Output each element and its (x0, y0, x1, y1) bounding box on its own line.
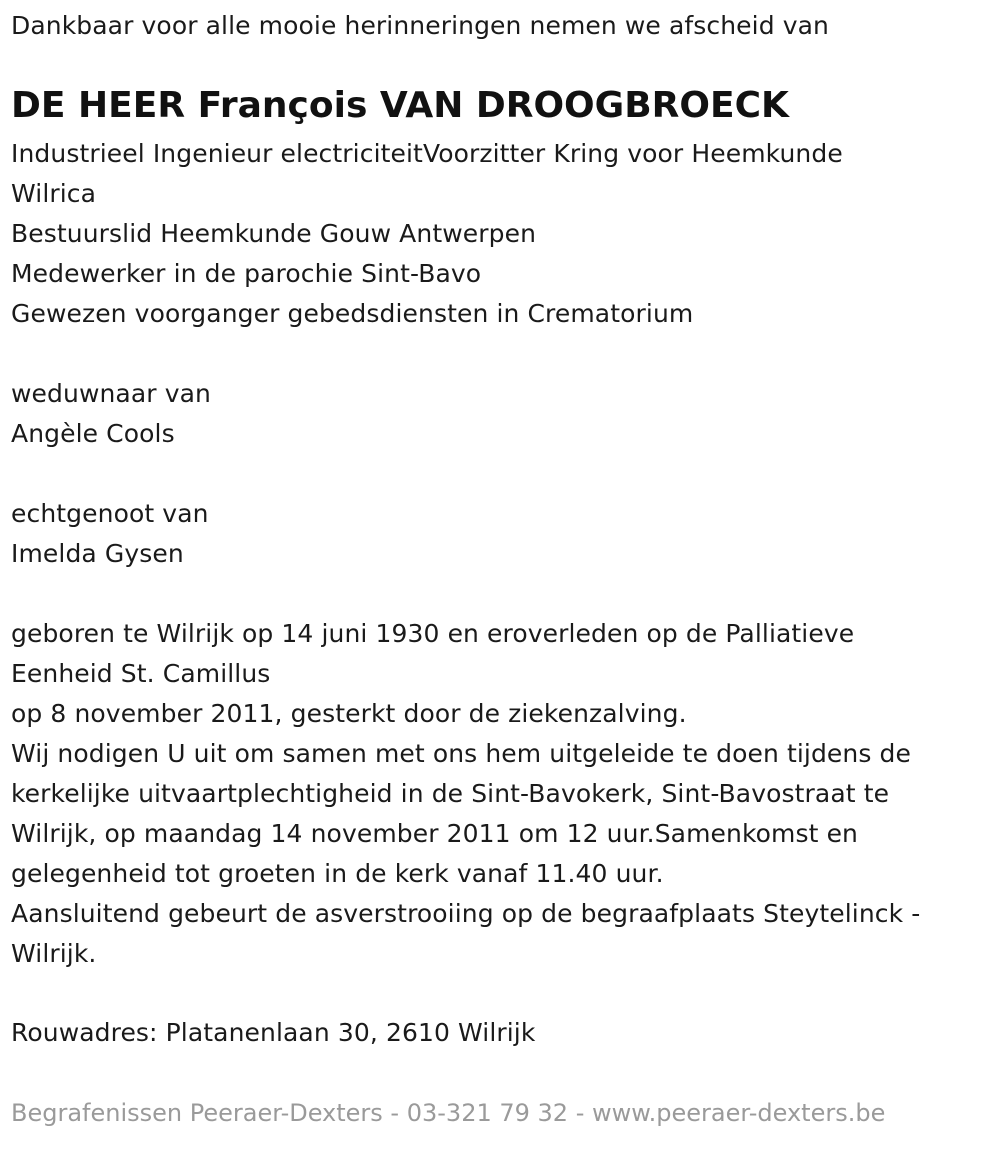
widower-section (11, 374, 211, 454)
intro-text: Dankbaar voor alle mooie herinneringen nemen we afscheid van (11, 11, 829, 40)
body-line: Wilrijk. (11, 939, 97, 968)
title-line: Medewerker in de parochie Sint-Bavo (11, 259, 482, 288)
body-line: gelegenheid tot groeten in de kerk vanaf 11.40 uur. (11, 859, 664, 888)
title-line: Wilrica (11, 179, 97, 208)
address-text: Rouwadres: Platanenlaan 30, 2610 Wilrijk (11, 1018, 536, 1047)
widower-label: weduwnaar van (11, 379, 211, 408)
body-line: Eenheid St. Camillus (11, 659, 271, 688)
spouse-label: echtgenoot van (11, 499, 209, 528)
title-line: Gewezen voorganger gebedsdiensten in Crematorium (11, 299, 694, 328)
title-line: Bestuurslid Heemkunde Gouw Antwerpen (11, 219, 537, 248)
body-line: kerkelijke uitvaartplechtigheid in de Sint-Bavokerk, Sint-Bavostraat te (11, 779, 890, 808)
body-line: Wilrijk, op maandag 14 november 2011 om 12 uur.Samenkomst en (11, 819, 859, 848)
body-line: Wij nodigen U uit om samen met ons hem uitgeleide te doen tijdens de (11, 739, 911, 768)
body-line: geboren te Wilrijk op 14 juni 1930 en eroverleden op de Palliatieve (11, 619, 855, 648)
body-line: op 8 november 2011, gesterkt door de ziekenzalving. (11, 699, 687, 728)
deceased-name: DE HEER François VAN DROOGBROECK (11, 85, 789, 126)
widower-name: Angèle Cools (11, 419, 175, 448)
mourning-address (11, 1013, 535, 1053)
ceremony-details (11, 614, 920, 974)
body-line: Aansluitend gebeurt de asverstrooiing op de begraafplaats Steytelinck - (11, 899, 921, 928)
spouse-section (11, 494, 209, 574)
titles-list (11, 134, 843, 334)
funeral-home-footer: Begrafenissen Peeraer-Dexters - 03-321 79 32 - www.peeraer-dexters.be (11, 1099, 886, 1127)
title-line: Industrieel Ingenieur electriciteitVoorzitter Kring voor Heemkunde (11, 139, 843, 168)
spouse-name: Imelda Gysen (11, 539, 184, 568)
